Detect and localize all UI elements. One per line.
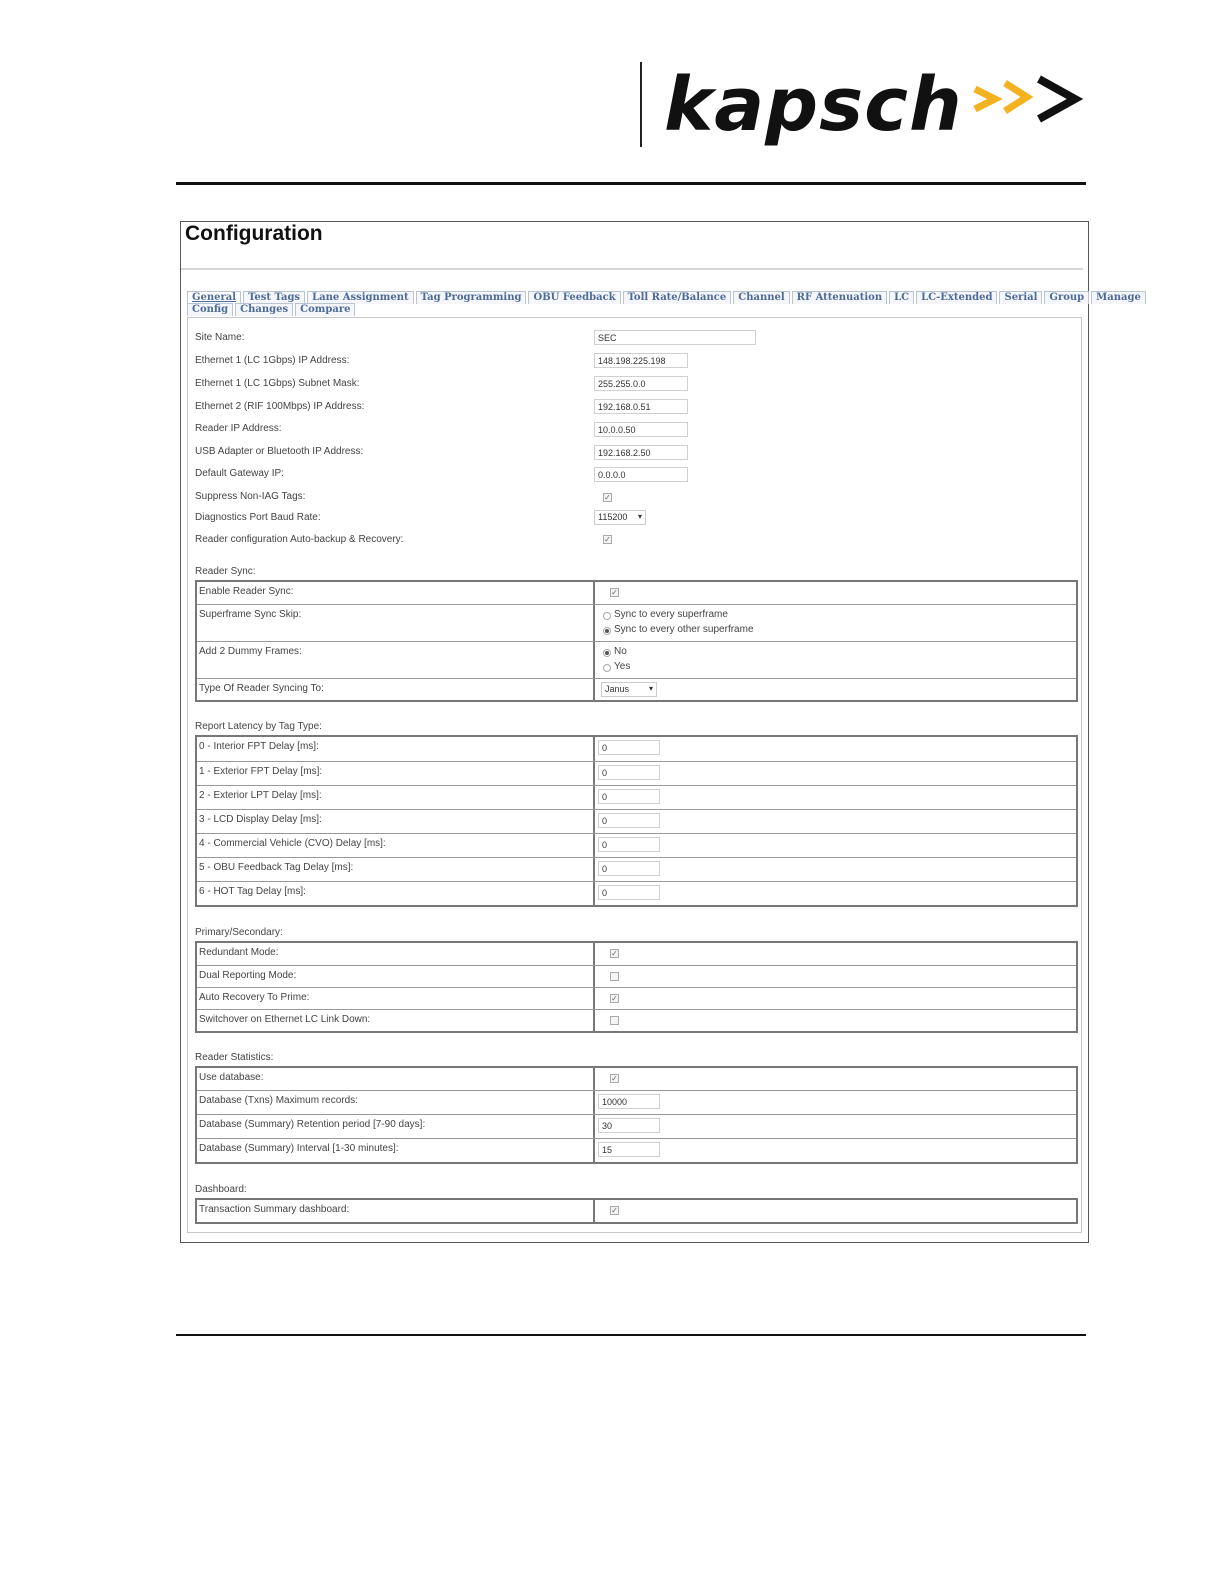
latency-2-input[interactable]: 0: [598, 789, 660, 804]
stats-1-label: Database (Summary) Retention period [7-90 days]:: [199, 1119, 426, 1130]
primary-3-label: Switchover on Ethernet LC Link Down:: [199, 1014, 371, 1025]
eth2-ip-label: Ethernet 2 (RIF 100Mbps) IP Address:: [195, 401, 365, 412]
latency-5-row: [197, 857, 1076, 881]
sync-skip-label: Superframe Sync Skip:: [199, 609, 302, 620]
configuration-panel: [180, 221, 1141, 1243]
usb-ip-input[interactable]: 192.168.2.50: [594, 445, 688, 460]
primary-1-row: [197, 965, 1076, 987]
latency-4-row: [197, 833, 1076, 857]
sync-every-radio[interactable]: [603, 612, 611, 620]
usb-ip-label: USB Adapter or Bluetooth IP Address:: [195, 446, 364, 457]
autobackup-label: Reader configuration Auto-backup & Recovery:: [195, 534, 404, 545]
eth1-ip-input[interactable]: 148.198.225.198: [594, 353, 688, 368]
baud-label: Diagnostics Port Baud Rate:: [195, 512, 321, 523]
latency-5-input[interactable]: 0: [598, 861, 660, 876]
latency-2-row: [197, 785, 1076, 809]
stats-0-label: Database (Txns) Maximum records:: [199, 1095, 358, 1106]
primary-3-checkbox[interactable]: [610, 1016, 619, 1025]
header-rule: [176, 182, 1086, 185]
dummy-yes-radio[interactable]: [603, 664, 611, 672]
tab-toll-rate-balance[interactable]: Toll Rate/Balance: [623, 291, 732, 304]
reader-ip-label: Reader IP Address:: [195, 423, 282, 434]
sync-every-other-label: Sync to every other superframe: [614, 624, 754, 635]
suppress-label: Suppress Non-IAG Tags:: [195, 491, 306, 502]
primary-2-label: Auto Recovery To Prime:: [199, 992, 310, 1003]
txn-dashboard-checkbox[interactable]: ✓: [611, 1206, 618, 1215]
primary-0-label: Redundant Mode:: [199, 947, 279, 958]
primary-3-row: [197, 1009, 1076, 1031]
use-db-row: [197, 1068, 1076, 1090]
latency-0-label: 0 - Interior FPT Delay [ms]:: [199, 741, 319, 752]
tab-lc[interactable]: LC: [889, 291, 914, 304]
latency-3-label: 3 - LCD Display Delay [ms]:: [199, 814, 322, 825]
site-name-input[interactable]: SEC: [594, 330, 756, 345]
latency-4-label: 4 - Commercial Vehicle (CVO) Delay [ms]:: [199, 838, 386, 849]
general-tab-content: [187, 317, 1082, 1233]
stats-heading: Reader Statistics:: [195, 1052, 274, 1063]
reader-sync-heading: Reader Sync:: [195, 566, 256, 577]
latency-6-row: [197, 881, 1076, 905]
dashboard-heading: Dashboard:: [195, 1184, 247, 1195]
stats-0-input[interactable]: 10000: [598, 1094, 660, 1109]
latency-1-input[interactable]: 0: [598, 765, 660, 780]
stats-0-row: [197, 1090, 1076, 1114]
tab-group[interactable]: Group: [1044, 291, 1089, 304]
latency-1-row: [197, 761, 1076, 785]
tabs-row-2: [187, 303, 357, 316]
tab-compare[interactable]: Compare: [295, 303, 355, 316]
tab-test-tags[interactable]: Test Tags: [243, 291, 305, 304]
sync-type-row: [197, 678, 1076, 700]
site-name-label: Site Name:: [195, 332, 245, 343]
eth1-mask-input[interactable]: 255.255.0.0: [594, 376, 688, 391]
logo-chevrons-icon: [969, 75, 1087, 135]
sync-every-label: Sync to every superframe: [614, 609, 728, 620]
latency-3-input[interactable]: 0: [598, 813, 660, 828]
latency-6-label: 6 - HOT Tag Delay [ms]:: [199, 886, 306, 897]
dashboard-table: [195, 1198, 1078, 1224]
chevron-down-icon: ▾: [648, 684, 653, 693]
sync-skip-row: [197, 604, 1076, 641]
enable-sync-checkbox[interactable]: ✓: [611, 588, 618, 597]
txn-dashboard-label: Transaction Summary dashboard:: [199, 1204, 350, 1215]
baud-value: 115200: [598, 512, 628, 522]
primary-1-label: Dual Reporting Mode:: [199, 970, 297, 981]
primary-table: [195, 941, 1078, 1033]
latency-0-row: [197, 737, 1076, 761]
footer-rule: [176, 1334, 1086, 1336]
latency-5-label: 5 - OBU Feedback Tag Delay [ms]:: [199, 862, 354, 873]
stats-table: [195, 1066, 1078, 1164]
latency-2-label: 2 - Exterior LPT Delay [ms]:: [199, 790, 322, 801]
latency-1-label: 1 - Exterior FPT Delay [ms]:: [199, 766, 323, 777]
eth1-ip-label: Ethernet 1 (LC 1Gbps) IP Address:: [195, 355, 350, 366]
tab-config[interactable]: Config: [187, 303, 233, 316]
latency-0-input[interactable]: 0: [598, 740, 660, 755]
sync-type-label: Type Of Reader Syncing To:: [199, 683, 324, 694]
stats-2-label: Database (Summary) Interval [1-30 minutes]:: [199, 1143, 399, 1154]
tab-general[interactable]: General: [187, 291, 241, 304]
suppress-checkbox[interactable]: ✓: [604, 493, 611, 502]
header-divider: [640, 62, 642, 147]
latency-table: [195, 735, 1078, 907]
use-db-label: Use database:: [199, 1072, 264, 1083]
dummy-frames-row: [197, 641, 1076, 678]
stats-1-row: [197, 1114, 1076, 1138]
gateway-label: Default Gateway IP:: [195, 468, 284, 479]
primary-2-checkbox[interactable]: ✓: [611, 994, 618, 1003]
tab-serial[interactable]: Serial: [999, 291, 1042, 304]
tab-changes[interactable]: Changes: [235, 303, 293, 316]
reader-ip-input[interactable]: 10.0.0.50: [594, 422, 688, 437]
use-db-checkbox[interactable]: ✓: [611, 1074, 618, 1083]
tab-lane-assignment[interactable]: Lane Assignment: [307, 291, 414, 304]
page-title: Configuration: [185, 222, 323, 245]
eth2-ip-input[interactable]: 192.168.0.51: [594, 399, 688, 414]
sync-type-select[interactable]: [601, 682, 657, 697]
baud-select[interactable]: [594, 510, 646, 525]
tab-manage[interactable]: Manage: [1091, 291, 1146, 304]
primary-0-row: [197, 943, 1076, 965]
dummy-yes-label: Yes: [614, 661, 631, 672]
stats-2-input[interactable]: 15: [598, 1142, 660, 1157]
title-divider: [181, 268, 1083, 270]
dummy-no-label: No: [614, 646, 627, 657]
gateway-input[interactable]: 0.0.0.0: [594, 467, 688, 482]
latency-4-input[interactable]: 0: [598, 837, 660, 852]
txn-dashboard-row: [197, 1200, 1076, 1222]
eth1-mask-label: Ethernet 1 (LC 1Gbps) Subnet Mask:: [195, 378, 360, 389]
logo-wordmark: kapsch: [664, 62, 963, 148]
stats-1-input[interactable]: 30: [598, 1118, 660, 1133]
dummy-frames-label: Add 2 Dummy Frames:: [199, 646, 302, 657]
enable-sync-label: Enable Reader Sync:: [199, 586, 294, 597]
primary-0-checkbox[interactable]: ✓: [611, 949, 618, 958]
chevron-down-icon: ▾: [637, 512, 642, 521]
tab-lc-extended[interactable]: LC-Extended: [916, 291, 997, 304]
enable-sync-row: [197, 582, 1076, 604]
tab-rf-attenuation[interactable]: RF Attenuation: [792, 291, 887, 304]
latency-heading: Report Latency by Tag Type:: [195, 721, 322, 732]
kapsch-logo: [664, 60, 1087, 150]
dummy-no-radio[interactable]: [603, 649, 611, 657]
primary-2-row: [197, 987, 1076, 1009]
sync-every-other-radio[interactable]: [603, 627, 611, 635]
primary-heading: Primary/Secondary:: [195, 927, 283, 938]
tab-channel[interactable]: Channel: [733, 291, 789, 304]
primary-1-checkbox[interactable]: [610, 972, 619, 981]
latency-3-row: [197, 809, 1076, 833]
tab-tag-programming[interactable]: Tag Programming: [416, 291, 527, 304]
stats-2-row: [197, 1138, 1076, 1162]
tab-obu-feedback[interactable]: OBU Feedback: [528, 291, 620, 304]
latency-6-input[interactable]: 0: [598, 885, 660, 900]
autobackup-checkbox[interactable]: ✓: [604, 535, 611, 544]
sync-type-value: Janus: [605, 684, 630, 694]
config-tabs: [187, 291, 1141, 315]
reader-sync-table: [195, 580, 1078, 702]
